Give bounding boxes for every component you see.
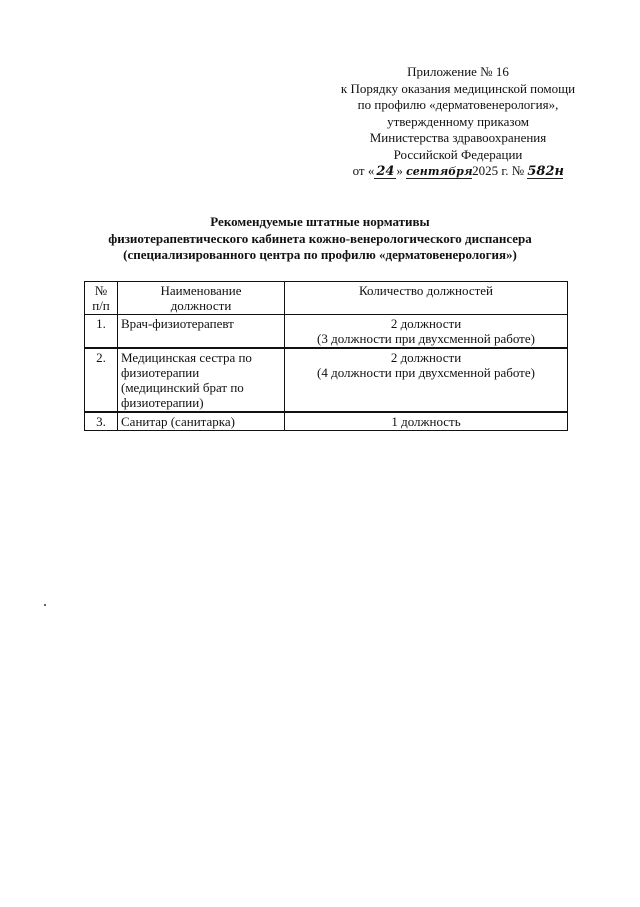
- scan-artifact-dot: [44, 604, 46, 606]
- table-header-row: [85, 282, 568, 315]
- row-position-name-line4: физиотерапии): [121, 395, 204, 410]
- header-line-ministry: Министерства здравоохранения: [369, 130, 547, 145]
- date-year: 2025 г. №: [472, 163, 525, 178]
- header-position-name-line1: Наименование: [160, 283, 242, 298]
- header-position-name-line2: должности: [170, 298, 232, 313]
- order-date-line: [300, 163, 616, 180]
- title-line-3: (специализированного центра по профилю «дерматовенерология»): [123, 247, 517, 262]
- header-line-approved: утвержденному приказом: [387, 113, 529, 129]
- row-count-main: 2 должности: [390, 316, 462, 331]
- handwritten-day: 24: [376, 164, 395, 179]
- title-line-2: физиотерапевтического кабинета кожно-венерологического диспансера: [108, 230, 532, 246]
- appendix-number: Приложение № 16: [407, 64, 509, 79]
- header-number-abbr: п/п: [92, 298, 110, 313]
- staffing-table: [84, 281, 568, 431]
- row-count-main: 2 должности: [390, 350, 462, 365]
- row-position-count: [285, 315, 568, 349]
- header-line-federation: Российской Федерации: [393, 146, 523, 162]
- header-number-symbol: №: [94, 283, 108, 298]
- header-number: [85, 282, 118, 315]
- row-position-name: Санитар (санитарка): [118, 412, 285, 431]
- row-position-name-line3: (медицинский брат по: [121, 380, 244, 395]
- handwritten-month: сентября: [406, 165, 473, 178]
- header-line-profile: по профилю «дерматовенерология»,: [357, 97, 559, 112]
- row-count-two-shift: (3 должности при двухсменной работе): [317, 331, 535, 346]
- date-mid: »: [396, 163, 403, 178]
- row-position-name: [118, 348, 285, 412]
- header-position-name: [118, 282, 285, 315]
- row-position-name-line1: Медицинская сестра по: [121, 350, 252, 365]
- table-row: [85, 412, 568, 431]
- date-prefix: от «: [352, 163, 375, 178]
- row-count-two-shift: (4 должности при двухсменной работе): [317, 365, 535, 380]
- appendix-header: [300, 64, 616, 180]
- row-number: 2.: [85, 348, 118, 412]
- row-number: 3.: [85, 412, 118, 431]
- row-position-count: [285, 348, 568, 412]
- row-position-name-line2: физиотерапии: [121, 365, 200, 380]
- row-number: 1.: [85, 315, 118, 349]
- table-row: [85, 348, 568, 412]
- header-position-count: Количество должностей: [285, 282, 568, 315]
- table-row: [85, 315, 568, 349]
- row-position-name: Врач-физиотерапевт: [118, 315, 285, 349]
- title-line-1: Рекомендуемые штатные нормативы: [210, 214, 430, 229]
- row-position-count: 1 должность: [285, 412, 568, 431]
- header-line-procedure: к Порядку оказания медицинской помощи: [340, 80, 576, 96]
- handwritten-order-number: 582н: [527, 164, 565, 179]
- document-title: [60, 214, 580, 264]
